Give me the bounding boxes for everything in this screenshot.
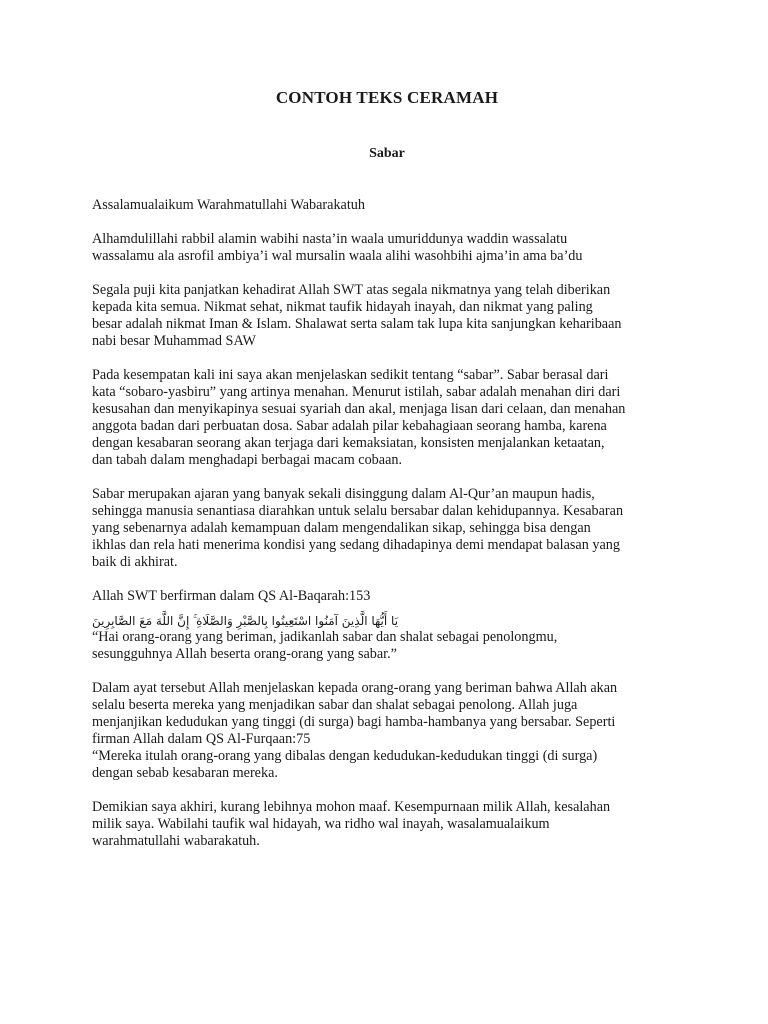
arabic-verse: يَا أَيُّهَا الَّذِينَ آمَنُوا اسْتَعِينُوا بِالصَّبْرِ وَالصَّلَاةِ ۚ إِنَّ اللَّهَ مَعَ الصَّابِرِينَ — [92, 614, 399, 628]
text-line: dengan sebab kesabaran mereka. — [92, 765, 278, 781]
text-line: warahmatullahi wabarakatuh. — [92, 833, 260, 849]
document-page — [92, 0, 682, 1024]
text-line: kata “sobaro-yasbiru” yang artinya menahan. Menurut istilah, sabar adalah menahan diri dari — [92, 384, 621, 400]
text-line: “Mereka itulah orang-orang yang dibalas dengan kedudukan-kedudukan tinggi (di surga) — [92, 748, 598, 764]
text-line: baik di akhirat. — [92, 554, 178, 570]
definition-paragraph — [92, 367, 682, 469]
text-line: Dalam ayat tersebut Allah menjelaskan kepada orang-orang yang beriman bahwa Allah akan — [92, 680, 618, 696]
explanation-paragraph — [92, 680, 682, 782]
text-line: Sabar merupakan ajaran yang banyak sekali disinggung dalam Al-Qur’an maupun hadis, — [92, 486, 595, 502]
text-line: Demikian saya akhiri, kurang lebihnya mohon maaf. Kesempurnaan milik Allah, kesalahan — [92, 799, 611, 815]
text-line: milik saya. Wabilahi taufik wal hidayah, wa ridho wal inayah, wasalamualaikum — [92, 816, 550, 832]
text-line: dan tabah dalam menghadapi berbagai macam cobaan. — [92, 452, 403, 468]
greeting-paragraph — [92, 197, 682, 214]
text-line: Allah SWT berfirman dalam QS Al-Baqarah:153 — [92, 588, 371, 604]
text-line: kesusahan dan menyikapinya sesuai syariah dan akal, menjaga lisan dari celaan, dan menahan — [92, 401, 626, 417]
text-line: selalu beserta mereka yang menjadikan sabar dan shalat sebagai penolong. Allah juga — [92, 697, 578, 713]
praise-paragraph — [92, 282, 682, 350]
text-line: kepada kita semua. Nikmat sehat, nikmat taufik hidayah inayah, dan nikmat yang paling — [92, 299, 593, 315]
text-line: anggota badan dari perbuatan dosa. Sabar adalah pilar kebahagiaan seorang hamba, karena — [92, 418, 607, 434]
page-title: CONTOH TEKS CERAMAH — [275, 88, 499, 107]
closing-paragraph — [92, 799, 682, 850]
text-line: ikhlas dan rela hati menerima kondisi yang sedang dihadapinya demi mendapat balasan yang — [92, 537, 620, 553]
text-line: menjanjikan kedudukan yang tinggi (di surga) bagi hamba-hambanya yang bersabar. Seperti — [92, 714, 616, 730]
text-line: Assalamualaikum Warahmatullahi Wabarakatuh — [92, 197, 365, 213]
text-line: sehingga manusia senantiasa diarahkan untuk selalu bersabar dalan kehidupannya. Kesabaran — [92, 503, 624, 519]
text-line: dengan kesabaran seorang akan terjaga dari kemaksiatan, konsisten menjalankan ketaatan, — [92, 435, 605, 451]
text-line: Alhamdulillahi rabbil alamin wabihi nasta’in waala umuriddunya waddin wassalatu — [92, 231, 568, 247]
text-line: “Hai orang-orang yang beriman, jadikanlah sabar dan shalat sebagai penolongmu, — [92, 629, 558, 645]
text-line: sesungguhnya Allah beserta orang-orang yang sabar.” — [92, 646, 397, 662]
text-line: besar adalah nikmat Iman & Islam. Shalawat serta salam tak lupa kita sanjungkan keharibaan — [92, 316, 622, 332]
teaching-paragraph — [92, 486, 682, 571]
text-line: Segala puji kita panjatkan kehadirat Allah SWT atas segala nikmatnya yang telah diberikan — [92, 282, 611, 298]
text-line: yang sebenarnya adalah kemampuan dalam mengendalikan sikap, sehingga bisa dengan — [92, 520, 591, 536]
text-line: nabi besar Muhammad SAW — [92, 333, 256, 349]
text-line: firman Allah dalam QS Al-Furqaan:75 — [92, 731, 311, 747]
document-body — [92, 197, 682, 867]
page-subtitle: Sabar — [369, 146, 405, 161]
verse-translation — [92, 629, 682, 663]
text-line: Pada kesempatan kali ini saya akan menjelaskan sedikit tentang “sabar”. Sabar berasal dari — [92, 367, 609, 383]
opening-prayer-paragraph — [92, 231, 682, 265]
verse-intro — [92, 588, 682, 605]
text-line: wassalamu ala asrofil ambiya’i wal mursalin waala alihi wasohbihi ajma’in ama ba’du — [92, 248, 583, 264]
